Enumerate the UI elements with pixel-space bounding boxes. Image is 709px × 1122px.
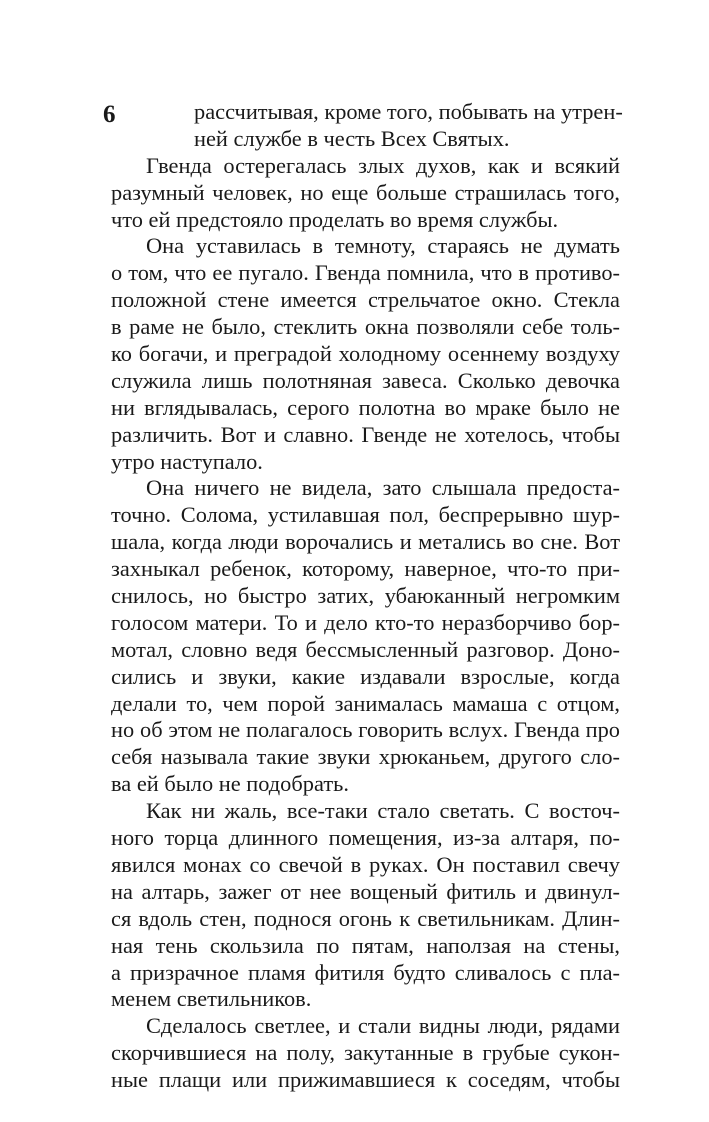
text-line: в раме не было, стеклить окна позволяли себе толь- (111, 314, 620, 340)
text-line: различить. Вот и славно. Гвенде не хотелось, чтобы (111, 421, 620, 447)
text-line: служила лишь полотняная завеса. Сколько девочка (111, 367, 620, 393)
text-line: сились и звуки, какие издавали взрослые, когда (111, 663, 620, 689)
text-line: снилось, но быстро затих, убаюканный негромким (111, 583, 620, 609)
text-line: а призрачное пламя фитиля будто сливалось с пла- (111, 959, 620, 985)
text-line: ней службе в честь Всех Святых. (194, 125, 510, 151)
text-line: мотал, словно ведя бессмысленный разговор. Доно- (111, 636, 620, 662)
text-line: Она ничего не видела, зато слышала предоста- (146, 475, 620, 501)
text-line: делали то, чем порой занималась мамаша с отцом, (111, 690, 620, 716)
text-line: положной стене имеется стрельчатое окно. Стекла (111, 287, 620, 313)
text-line: ная тень скользила по пятам, наползая на стены, (111, 932, 620, 958)
text-line: но об этом не полагалось говорить вслух. Гвенда про (111, 717, 620, 743)
text-line: Сделалось светлее, и стали видны люди, рядами (146, 1013, 620, 1039)
text-line: Гвенда остерегалась злых духов, как и всякий (146, 152, 620, 178)
text-line: голосом матери. То и дело кто-то неразборчиво бор- (111, 609, 620, 635)
text-line: разумный человек, но еще больше страшилась того, (111, 179, 620, 205)
text-line: захныкал ребенок, которому, наверное, что-то при- (111, 556, 620, 582)
body-text (111, 99, 623, 1094)
text-line: явился монах со свечой в руках. Он поставил свечу (111, 851, 620, 877)
text-line: ва ей было не подобрать. (111, 771, 349, 797)
text-line: утро наступало. (111, 448, 263, 474)
text-line: рассчитывая, кроме того, побывать на утрен- (194, 99, 623, 124)
text-line: на алтарь, зажег от нее вощеный фитиль и двинул- (111, 878, 620, 904)
text-line: что ей предстояло проделать во время службы. (111, 206, 559, 232)
text-line: себя называла такие звуки хрюканьем, другого сло- (111, 744, 620, 770)
text-line: ного торца длинного помещения, из-за алтаря, по- (111, 825, 620, 851)
text-line: ные плащи или прижимавшиеся к соседям, чтобы (111, 1067, 620, 1093)
text-line: точно. Солома, устилавшая пол, беспрерывно шур- (111, 502, 620, 528)
text-line: скорчившиеся на полу, закутанные в грубые сукон- (111, 1040, 620, 1066)
text-line: о том, что ее пугало. Гвенда помнила, что в противо- (111, 260, 620, 286)
text-line: ся вдоль стен, поднося огонь к светильникам. Длин- (111, 905, 620, 931)
text-line: Как ни жаль, все-таки стало светать. С восточ- (146, 798, 620, 824)
text-line: ко богачи, и преградой холодному осеннему воздуху (111, 341, 620, 367)
page-number: 6 (103, 101, 116, 128)
text-line: шала, когда люди ворочались и метались во сне. Вот (111, 529, 620, 555)
text-line: ни вглядывалась, серого полотна во мраке было не (111, 394, 620, 420)
text-line: менем светильников. (111, 986, 312, 1012)
text-line: Она уставилась в темноту, стараясь не думать (146, 233, 620, 259)
